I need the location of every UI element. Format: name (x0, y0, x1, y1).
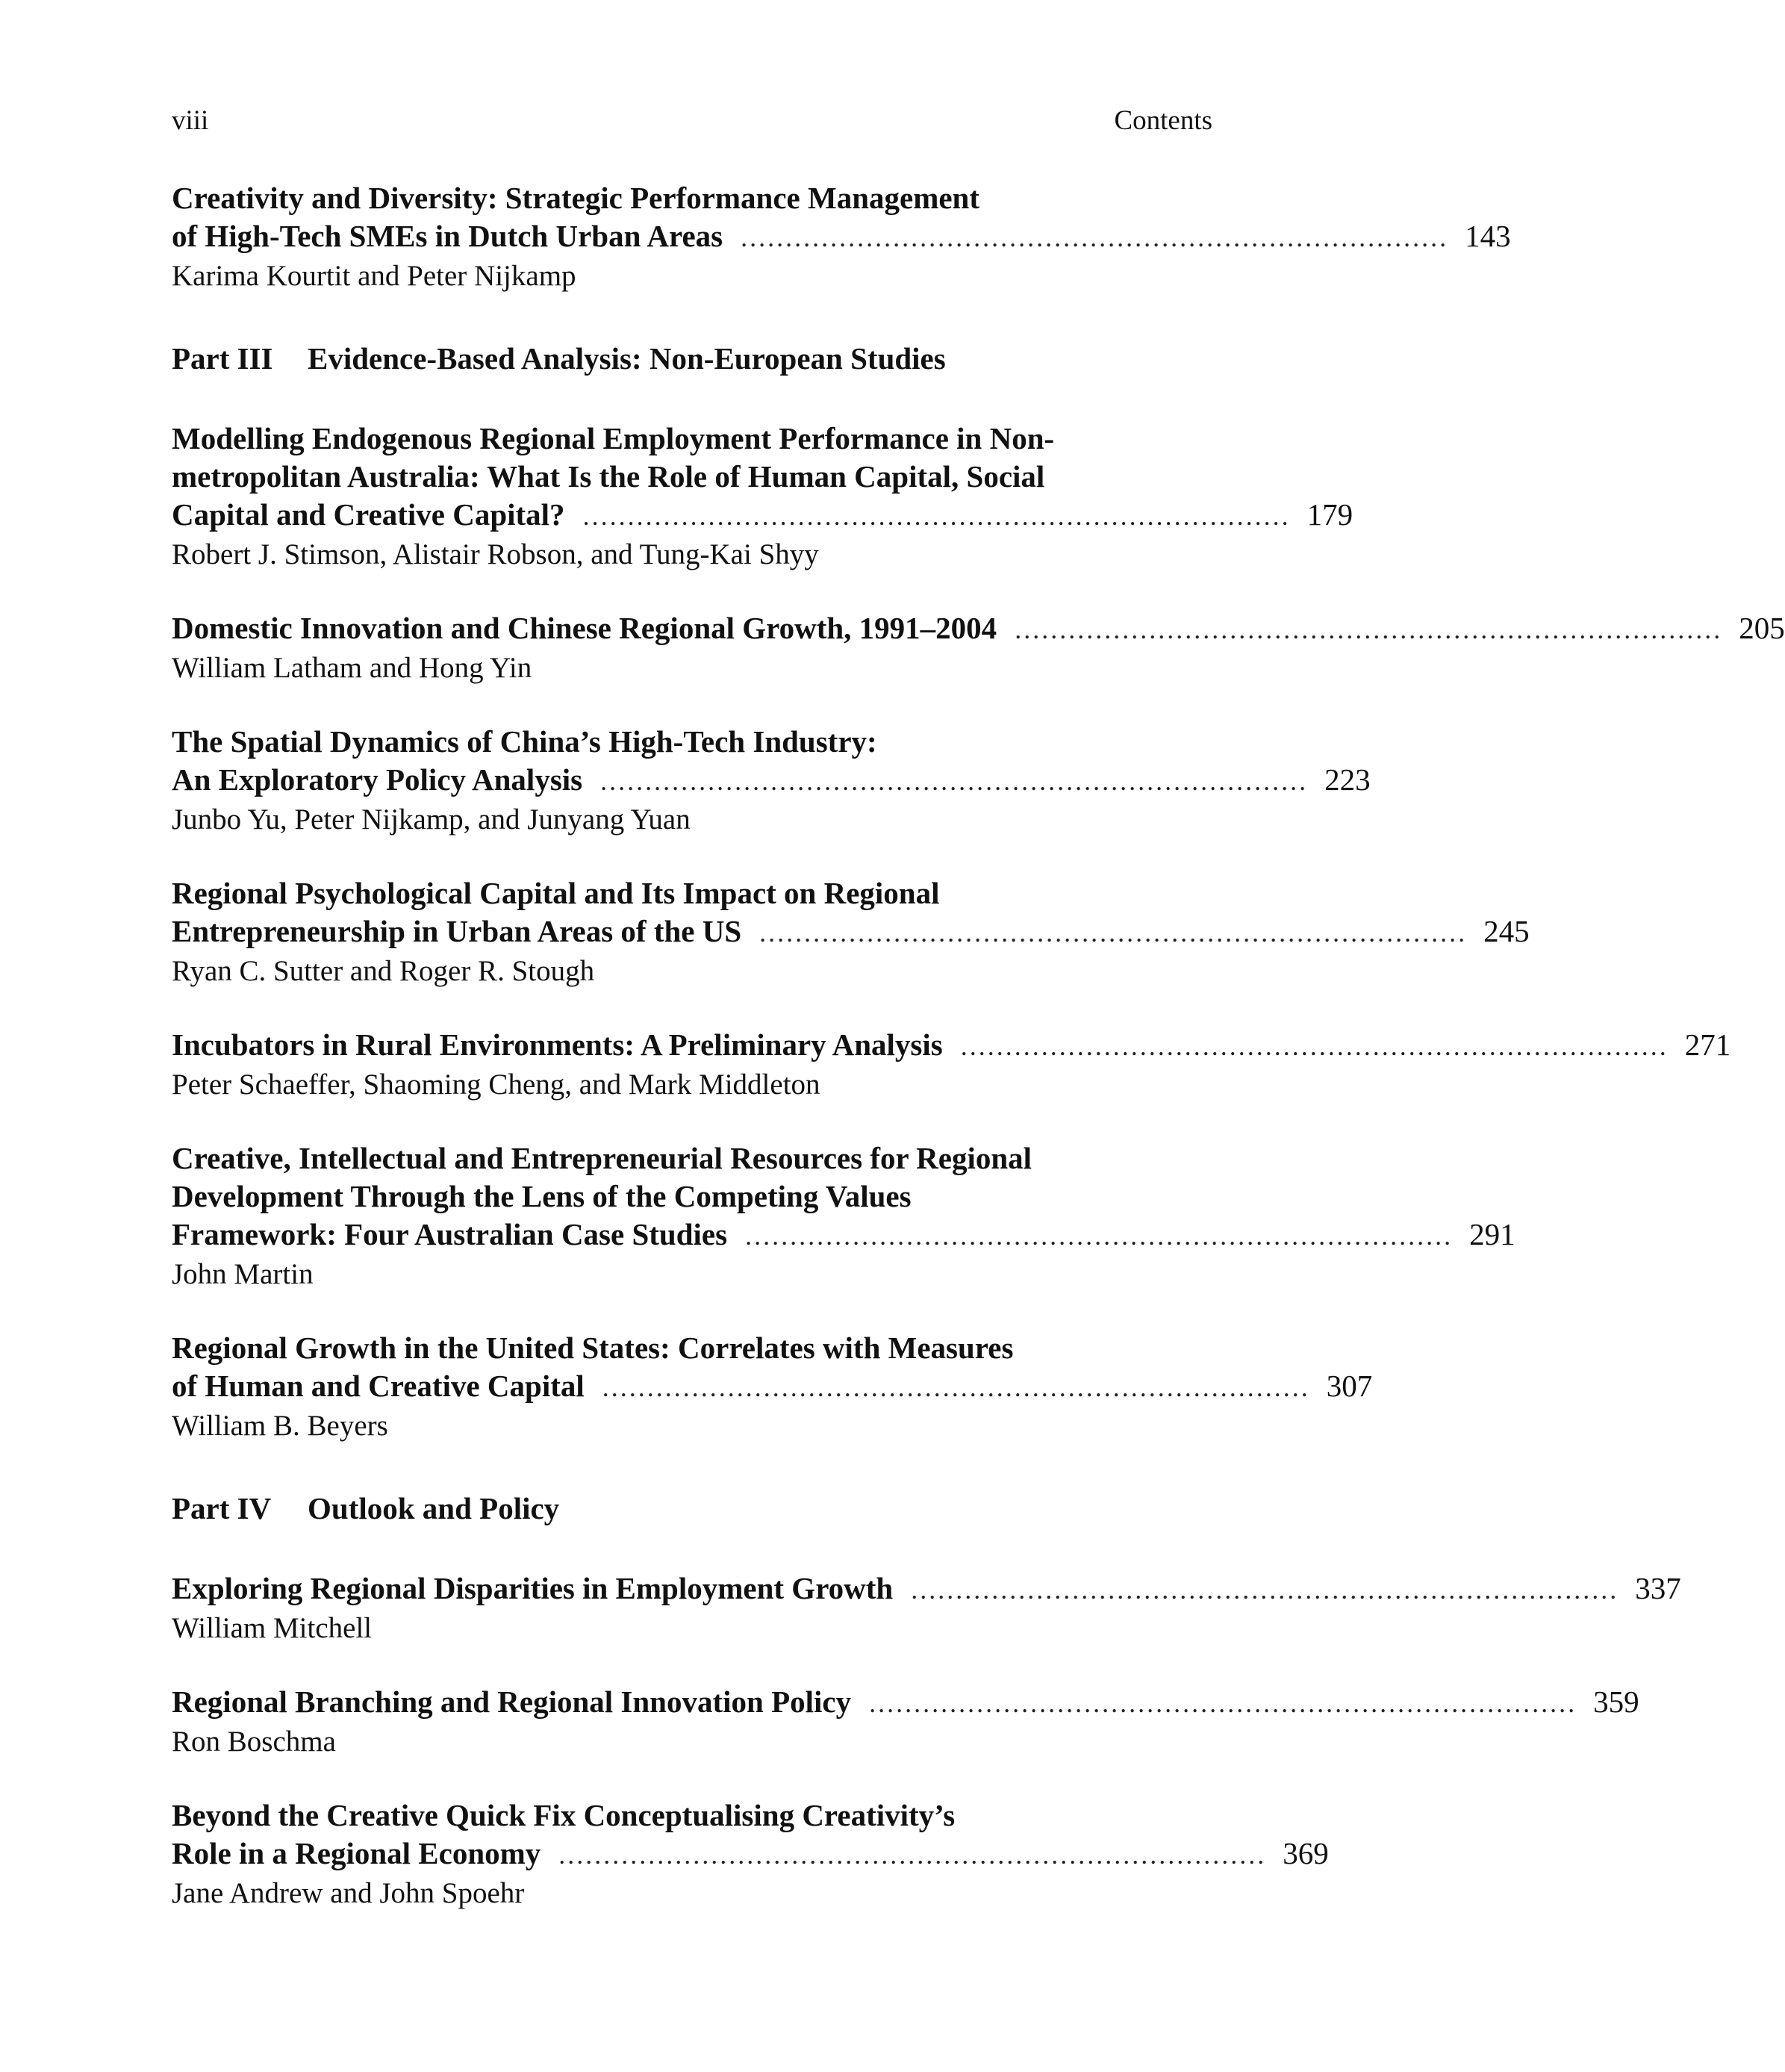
dot-leader: ............................................................................... (600, 766, 1309, 796)
part-label: Part III (172, 341, 273, 376)
chapter-title-end: Role in a Regional Economy (172, 1836, 541, 1870)
chapter-authors: John Martin (172, 1258, 314, 1290)
toc-entry-307[interactable] (172, 1329, 1373, 1445)
page-number: 205 (1739, 611, 1785, 645)
page-number: 359 (1593, 1684, 1639, 1719)
toc-entry-143[interactable] (172, 179, 1511, 295)
page-number-roman: viii (172, 105, 209, 136)
part-heading-3 (172, 340, 1212, 378)
page-number: 337 (1635, 1571, 1681, 1605)
table-of-contents (172, 179, 1785, 1912)
chapter-title-line: The Spatial Dynamics of China’s High-Tech Industry: (172, 724, 877, 759)
dot-leader: ............................................................................... (1015, 615, 1723, 644)
chapter-authors: Ron Boschma (172, 1726, 336, 1758)
part-title: Outlook and Policy (308, 1491, 560, 1525)
chapter-authors: William Mitchell (172, 1612, 373, 1644)
dot-leader: ............................................................................... (582, 501, 1291, 531)
chapter-title-last-line (172, 1216, 1515, 1255)
page-number: 307 (1326, 1369, 1373, 1403)
toc-entry-205[interactable] (172, 609, 1785, 687)
chapter-authors: Karima Kourtit and Peter Nijkamp (172, 260, 576, 292)
chapter-title-line: Modelling Endogenous Regional Employment Performance in Non- (172, 421, 1055, 455)
chapter-title-last-line (172, 217, 1511, 257)
dot-leader: ............................................................................... (558, 1840, 1267, 1870)
chapter-title-end: Exploring Regional Disparities in Employment Growth (172, 1571, 894, 1605)
chapter-title-last-line (172, 496, 1353, 535)
page-number: 369 (1283, 1836, 1329, 1870)
chapter-title-line: Creativity and Diversity: Strategic Performance Management (172, 181, 979, 215)
toc-entry-291[interactable] (172, 1139, 1515, 1293)
chapter-title-last-line (172, 1569, 1681, 1609)
chapter-authors: Ryan C. Sutter and Roger R. Stough (172, 955, 595, 987)
dot-leader: ............................................................................... (911, 1575, 1619, 1605)
toc-entry-369[interactable] (172, 1796, 1329, 1912)
toc-entry-245[interactable] (172, 874, 1530, 990)
chapter-title-line: Development Through the Lens of the Competing Values (172, 1179, 912, 1213)
chapter-authors: William Latham and Hong Yin (172, 652, 532, 684)
chapter-authors: Peter Schaeffer, Shaoming Cheng, and Mark Middleton (172, 1068, 820, 1101)
chapter-authors: Junbo Yu, Peter Nijkamp, and Junyang Yuan (172, 803, 691, 836)
chapter-title-line: Regional Psychological Capital and Its Impact on Regional (172, 876, 940, 910)
page-number: 179 (1306, 497, 1353, 532)
chapter-title-end: Entrepreneurship in Urban Areas of the US (172, 914, 742, 948)
chapter-title-last-line (172, 761, 1371, 800)
chapter-authors: William B. Beyers (172, 1410, 388, 1442)
chapter-title-last-line (172, 1026, 1731, 1065)
part-heading-4 (172, 1490, 1212, 1528)
chapter-title-end: Regional Branching and Regional Innovation Policy (172, 1684, 852, 1719)
chapter-title-end: of High-Tech SMEs in Dutch Urban Areas (172, 219, 723, 253)
chapter-title-end: An Exploratory Policy Analysis (172, 762, 583, 797)
chapter-title-line: Creative, Intellectual and Entrepreneurial Resources for Regional (172, 1141, 1032, 1175)
chapter-authors: Jane Andrew and John Spoehr (172, 1877, 525, 1909)
dot-leader: ............................................................................... (960, 1031, 1669, 1061)
chapter-title-last-line (172, 1367, 1373, 1407)
chapter-title-line: metropolitan Australia: What Is the Role of Human Capital, Social (172, 459, 1045, 494)
chapter-title-last-line (172, 912, 1530, 952)
dot-leader: ............................................................................... (869, 1688, 1577, 1718)
page-number: 223 (1324, 762, 1371, 797)
chapter-title-line: Regional Growth in the United States: Correlates with Measures (172, 1331, 1014, 1365)
chapter-title-end: Incubators in Rural Environments: A Preliminary Analysis (172, 1027, 943, 1062)
toc-entry-359[interactable] (172, 1683, 1639, 1761)
part-label: Part IV (172, 1491, 272, 1525)
running-head (172, 105, 1212, 142)
chapter-title-end: of Human and Creative Capital (172, 1369, 585, 1403)
chapter-authors: Robert J. Stimson, Alistair Robson, and Tung-Kai Shyy (172, 538, 819, 570)
chapter-title-end: Framework: Four Australian Case Studies (172, 1217, 728, 1251)
dot-leader: ............................................................................... (741, 223, 1449, 252)
chapter-title-end: Capital and Creative Capital? (172, 497, 565, 532)
dot-leader: ............................................................................... (759, 918, 1468, 948)
chapter-title-last-line (172, 1683, 1639, 1723)
page-number: 271 (1684, 1027, 1731, 1062)
toc-entry-179[interactable] (172, 420, 1353, 573)
dot-leader: ............................................................................... (745, 1221, 1454, 1251)
part-title: Evidence-Based Analysis: Non-European Studies (308, 341, 946, 376)
page-number: 245 (1483, 914, 1530, 948)
chapter-title-last-line (172, 1835, 1329, 1874)
toc-entry-223[interactable] (172, 723, 1371, 839)
chapter-title-end: Domestic Innovation and Chinese Regional Growth, 1991–2004 (172, 611, 997, 645)
dot-leader: ............................................................................... (602, 1372, 1310, 1402)
chapter-title-line: Beyond the Creative Quick Fix Conceptualising Creativity’s (172, 1798, 956, 1832)
toc-entry-271[interactable] (172, 1026, 1731, 1104)
page-number: 291 (1469, 1217, 1515, 1251)
chapter-title-last-line (172, 609, 1785, 649)
toc-entry-337[interactable] (172, 1569, 1681, 1647)
running-head-title: Contents (1114, 105, 1212, 136)
page-number: 143 (1465, 219, 1511, 253)
